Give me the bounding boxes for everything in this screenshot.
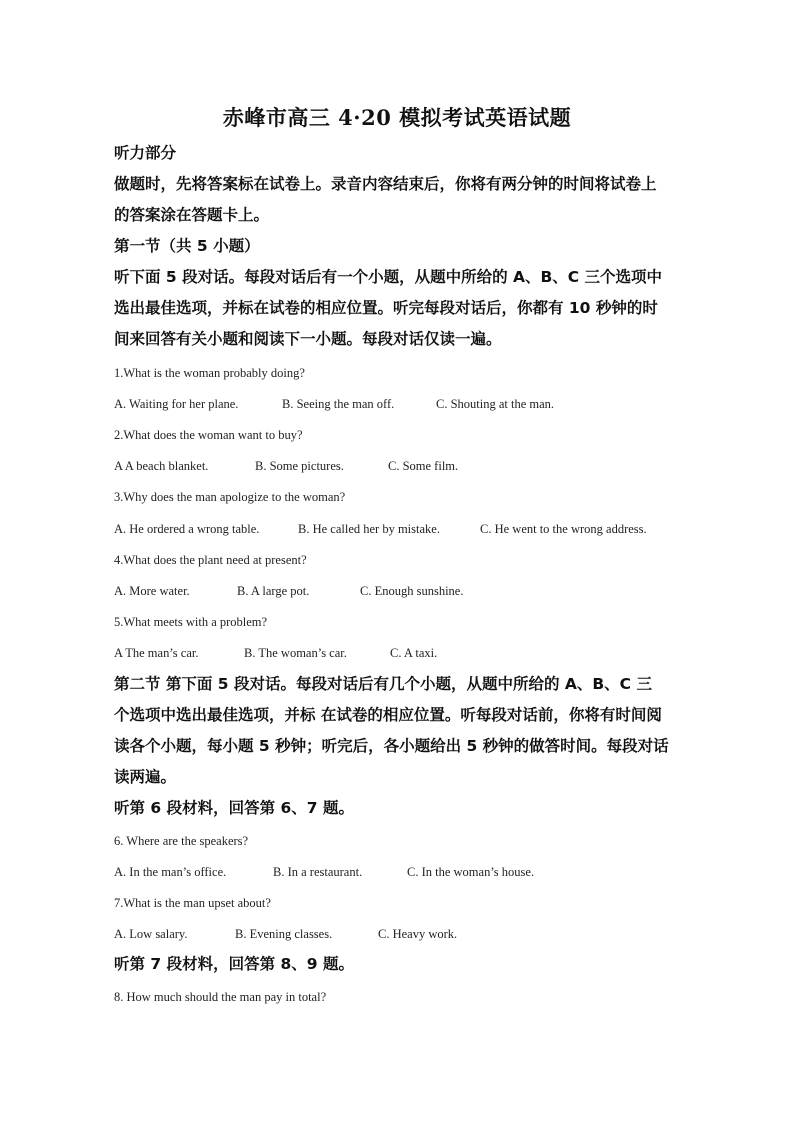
option-b: B. He called her by mistake. bbox=[298, 522, 440, 536]
option-a: A A beach blanket. bbox=[114, 459, 209, 473]
option-c: C. Shouting at the man. bbox=[436, 397, 555, 411]
instruction-line: 听下面 5 段对话。每段对话后有一个小题，从题中所给的 A、B、C 三个选项中 bbox=[114, 268, 663, 286]
instruction-line: 第二节 第下面 5 段对话。每段对话后有几个小题，从题中所给的 A、B、C 三 bbox=[114, 675, 652, 693]
instruction-line: 间来回答有关小题和阅读下一小题。每段对话仅读一遍。 bbox=[114, 330, 502, 348]
question-2: 2.What does the woman want to buy? bbox=[114, 428, 303, 442]
option-a: A. More water. bbox=[114, 584, 190, 598]
option-c: C. Some film. bbox=[388, 459, 459, 473]
instruction-line: 读两遍。 bbox=[114, 768, 177, 786]
question-1: 1.What is the woman probably doing? bbox=[114, 366, 305, 380]
option-b: B. In a restaurant. bbox=[273, 865, 363, 879]
question-6: 6. Where are the speakers? bbox=[114, 834, 249, 848]
question-5: 5.What meets with a problem? bbox=[114, 615, 268, 629]
section1-heading: 第一节（共 5 小题） bbox=[114, 237, 260, 255]
listening-heading: 听力部分 bbox=[114, 144, 177, 162]
option-b: B. A large pot. bbox=[237, 584, 310, 598]
question-7: 7.What is the man upset about? bbox=[114, 896, 271, 910]
question-8: 8. How much should the man pay in total? bbox=[114, 990, 327, 1004]
page-title: 赤峰市高三 4·20 模拟考试英语试题 bbox=[222, 105, 572, 130]
option-a: A. Low salary. bbox=[114, 927, 188, 941]
intro-paragraph bbox=[114, 169, 684, 231]
option-c: C. A taxi. bbox=[390, 646, 438, 660]
question-4: 4.What does the plant need at present? bbox=[114, 553, 307, 567]
option-a: A. Waiting for her plane. bbox=[114, 397, 239, 411]
instruction-line: 读各个小题，每小题 5 秒钟；听完后，各小题给出 5 秒钟的做答时间。每段对话 bbox=[114, 737, 669, 755]
material-6-heading: 听第 6 段材料，回答第 6、7 题。 bbox=[114, 799, 354, 817]
option-c: C. He went to the wrong address. bbox=[480, 522, 647, 536]
option-c: C. In the woman’s house. bbox=[407, 865, 535, 879]
option-a: A. In the man’s office. bbox=[114, 865, 227, 879]
option-c: C. Enough sunshine. bbox=[360, 584, 464, 598]
instruction-line: 选出最佳选项，并标在试卷的相应位置。听完每段对话后，你都有 10 秒钟的时 bbox=[114, 299, 658, 317]
section2-instructions bbox=[114, 669, 684, 793]
option-a: A The man’s car. bbox=[114, 646, 199, 660]
intro-line: 的答案涂在答题卡上。 bbox=[114, 206, 270, 224]
option-b: B. Some pictures. bbox=[255, 459, 344, 473]
instruction-line: 个选项中选出最佳选项，并标 在试卷的相应位置。听每段对话前，你将有时间阅 bbox=[114, 706, 662, 724]
option-b: B. Evening classes. bbox=[235, 927, 333, 941]
option-c: C. Heavy work. bbox=[378, 927, 458, 941]
question-3: 3.Why does the man apologize to the woman? bbox=[114, 490, 346, 504]
material-7-heading: 听第 7 段材料，回答第 8、9 题。 bbox=[114, 955, 354, 973]
option-a: A. He ordered a wrong table. bbox=[114, 522, 260, 536]
intro-line: 做题时，先将答案标在试卷上。录音内容结束后，你将有两分钟的时间将试卷上 bbox=[114, 175, 657, 193]
section1-instructions bbox=[114, 262, 684, 355]
option-b: B. The woman’s car. bbox=[244, 646, 347, 660]
option-b: B. Seeing the man off. bbox=[282, 397, 395, 411]
